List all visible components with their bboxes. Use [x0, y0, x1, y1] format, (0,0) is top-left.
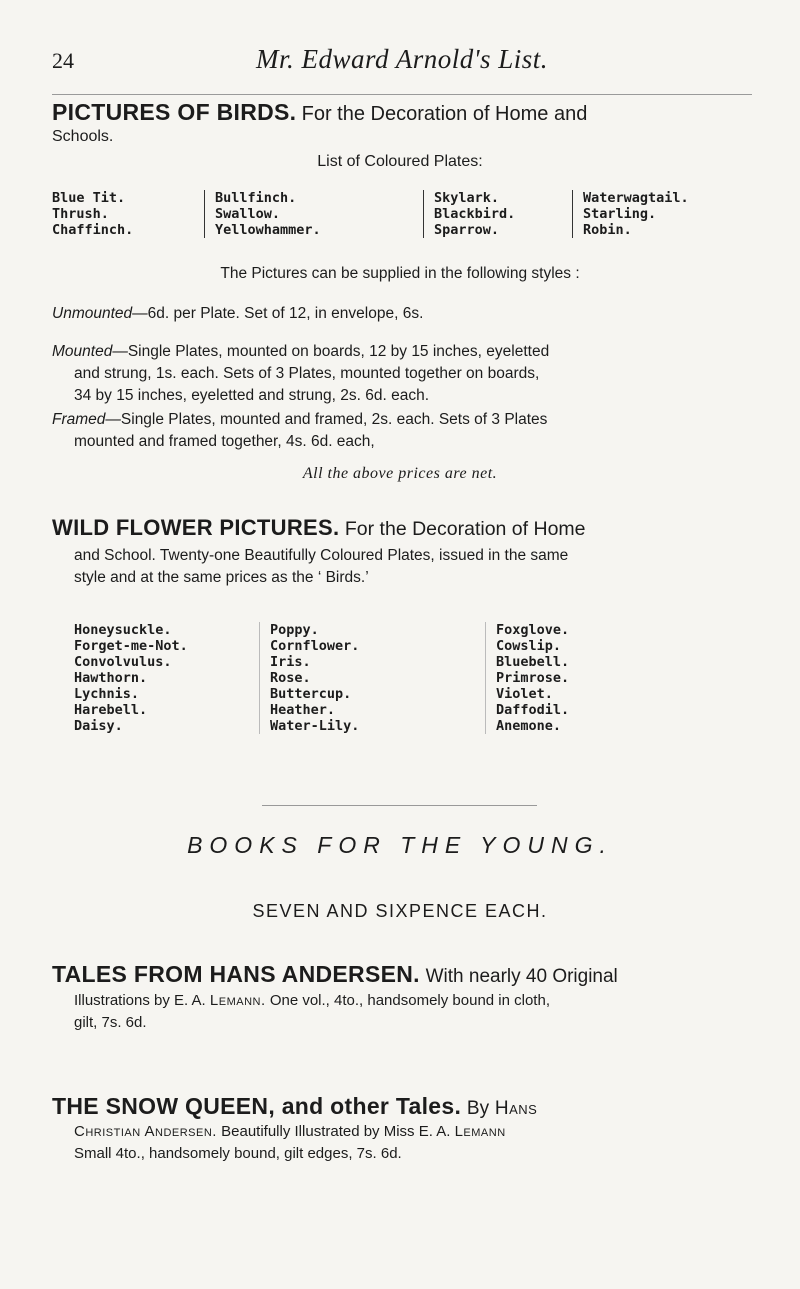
- list-item: Water-Lily.: [270, 718, 360, 734]
- birds-column-4: [572, 190, 733, 238]
- wildflower-column-3: [485, 622, 656, 734]
- author-name: Christian Andersen.: [74, 1123, 217, 1140]
- list-item: Sparrow.: [434, 222, 500, 238]
- mounted-line: 34 by 15 inches, eyeletted and strung, 2s. 6d. each.: [74, 387, 430, 404]
- mounted-line: —Single Plates, mounted on boards, 12 by 15 inches, eyeletted: [112, 343, 550, 360]
- list-item: Forget-me-Not.: [74, 638, 188, 654]
- snow-queen-text: Beautifully Illustrated by Miss E. A.: [221, 1123, 451, 1140]
- list-item: Bullfinch.: [215, 190, 297, 206]
- list-item: Starling.: [583, 206, 657, 222]
- list-item: Chaffinch.: [52, 222, 134, 238]
- unmounted-label: Unmounted: [52, 305, 133, 322]
- page-number: 24: [52, 48, 74, 73]
- list-item: Skylark.: [434, 190, 500, 206]
- wildflower-heading: [52, 514, 742, 543]
- list-item: Convolvulus.: [74, 654, 172, 670]
- wildflower-title-rest: For the Decoration of Home: [344, 518, 586, 540]
- list-item: Cowslip.: [496, 638, 562, 654]
- illustrator-name: Lemann.: [209, 992, 266, 1009]
- tales-heading: [52, 958, 742, 993]
- wildflower-column-1: [74, 622, 259, 734]
- mounted-paragraph: [52, 341, 742, 407]
- birds-title: PICTURES OF BIRDS.: [52, 99, 297, 125]
- list-item: Honeysuckle.: [74, 622, 172, 638]
- list-item: Rose.: [270, 670, 311, 686]
- list-item: Blue Tit.: [52, 190, 126, 206]
- list-item: Harebell.: [74, 702, 148, 718]
- list-item: Lychnis.: [74, 686, 140, 702]
- tales-title-rest: With nearly 40 Original: [425, 966, 618, 987]
- list-item: Yellowhammer.: [215, 222, 321, 238]
- snow-queen-heading: [52, 1090, 742, 1125]
- snow-queen-line: [52, 1121, 742, 1143]
- birds-title-cont: Schools.: [52, 128, 114, 145]
- running-head: [52, 44, 752, 84]
- prices-note: All the above prices are net.: [302, 465, 498, 482]
- list-item: Thrush.: [52, 206, 109, 222]
- birds-title-rest: For the Decoration of Home and: [301, 103, 588, 125]
- wildflower-plate-list: [74, 622, 656, 734]
- list-item: Foxglove.: [496, 622, 570, 638]
- wildflower-title: WILD FLOWER PICTURES.: [52, 515, 340, 540]
- birds-plate-list: [52, 190, 733, 238]
- unmounted-text: —6d. per Plate. Set of 12, in envelope, 6s.: [132, 305, 424, 322]
- list-item: Bluebell.: [496, 654, 570, 670]
- snow-queen-title: THE SNOW QUEEN, and other Tales.: [52, 1093, 462, 1119]
- snow-queen-description: [52, 1121, 742, 1165]
- list-item: Heather.: [270, 702, 336, 718]
- framed-label: Framed: [52, 411, 106, 428]
- wildflower-line: style and at the same prices as the ‘ Birds.’: [74, 569, 369, 586]
- unmounted-paragraph: [52, 303, 742, 325]
- wildflower-description: [52, 545, 742, 589]
- styles-intro: The Pictures can be supplied in the following styles :: [220, 265, 580, 282]
- tales-line: gilt, 7s. 6d.: [74, 1014, 147, 1031]
- framed-paragraph: [52, 409, 742, 453]
- list-item: Blackbird.: [434, 206, 516, 222]
- list-item: Daisy.: [74, 718, 123, 734]
- illustrator-name: Lemann: [454, 1123, 506, 1140]
- birds-heading: [52, 99, 742, 128]
- list-item: Hawthorn.: [74, 670, 148, 686]
- list-item: Daffodil.: [496, 702, 570, 718]
- list-item: Robin.: [583, 222, 632, 238]
- tales-title: TALES FROM HANS ANDERSEN.: [52, 961, 420, 987]
- tales-line: [52, 990, 742, 1012]
- snow-queen-line: Small 4to., handsomely bound, gilt edges, 7s. 6d.: [74, 1145, 402, 1162]
- section-divider: [262, 805, 537, 806]
- list-item: Cornflower.: [270, 638, 360, 654]
- list-item: Swallow.: [215, 206, 281, 222]
- list-item: Buttercup.: [270, 686, 352, 702]
- snow-queen-by: By: [466, 1098, 490, 1119]
- plates-label: List of Coloured Plates:: [317, 153, 483, 170]
- wildflower-column-2: [259, 622, 485, 734]
- tales-text: One vol., 4to., handsomely bound in cloth,: [269, 992, 550, 1009]
- header-rule: [52, 94, 752, 95]
- author-name: Hans: [494, 1098, 538, 1119]
- framed-line: —Single Plates, mounted and framed, 2s. each. Sets of 3 Plates: [105, 411, 548, 428]
- wildflower-line: and School. Twenty-one Beautifully Coloured Plates, issued in the same: [74, 547, 569, 564]
- list-item: Waterwagtail.: [583, 190, 689, 206]
- tales-text: Illustrations by E. A.: [74, 992, 206, 1009]
- tales-description: [52, 990, 742, 1034]
- birds-column-2: [204, 190, 423, 238]
- list-item: Anemone.: [496, 718, 562, 734]
- list-item: Poppy.: [270, 622, 319, 638]
- list-item: Primrose.: [496, 670, 570, 686]
- mounted-label: Mounted: [52, 343, 113, 360]
- list-item: Violet.: [496, 686, 553, 702]
- framed-line: mounted and framed together, 4s. 6d. each,: [74, 433, 375, 450]
- books-price-line: SEVEN AND SIXPENCE EACH.: [252, 901, 548, 921]
- list-item: Iris.: [270, 654, 311, 670]
- mounted-line: and strung, 1s. each. Sets of 3 Plates, mounted together on boards,: [74, 365, 540, 382]
- birds-column-3: [423, 190, 572, 238]
- birds-column-1: [52, 190, 204, 238]
- running-title: Mr. Edward Arnold's List.: [255, 44, 549, 74]
- books-title: BOOKS FOR THE YOUNG.: [187, 832, 613, 858]
